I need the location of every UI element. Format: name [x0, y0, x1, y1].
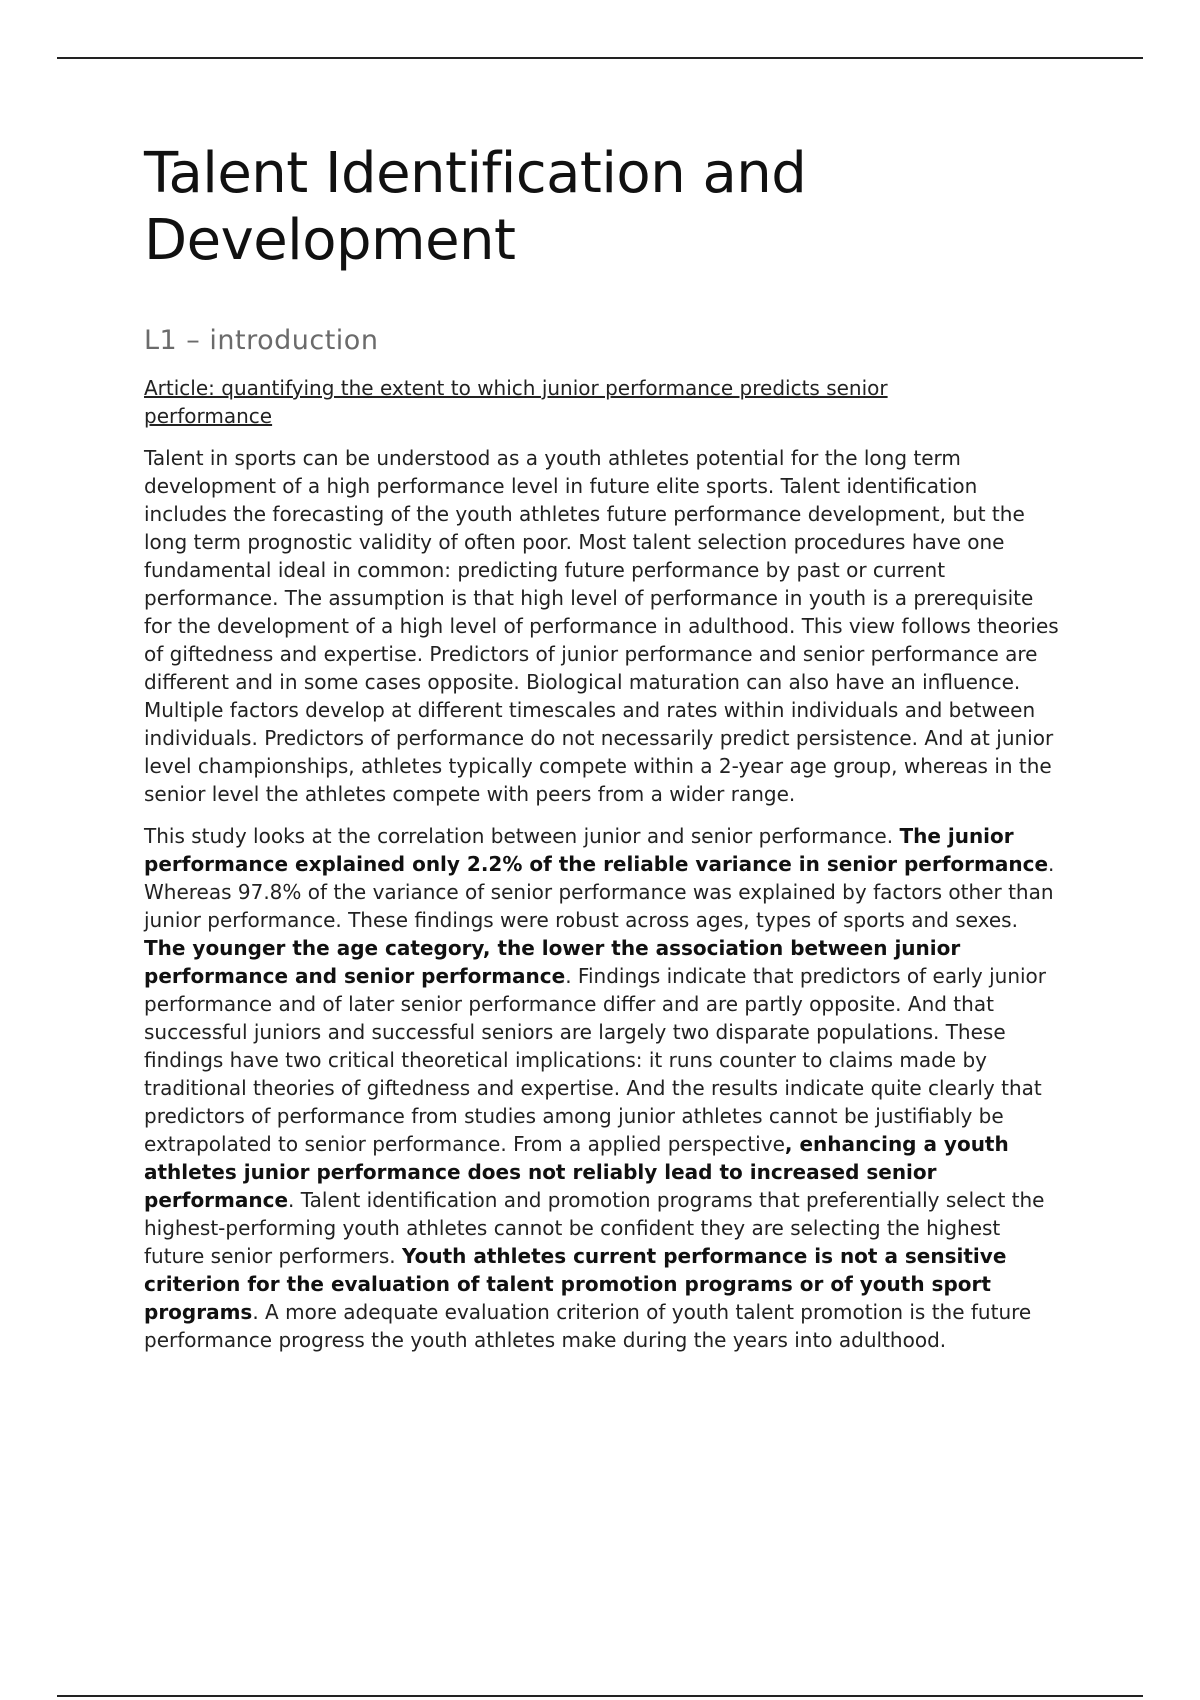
article-heading: Article: quantifying the extent to which junior performance predicts senior performance [144, 376, 888, 428]
paragraph-2-bold-4: Youth athletes current performance is not a sensitive criterion for the evaluation of talent promotion programs or of youth sport programs [144, 1244, 1007, 1324]
header-rule [57, 57, 1143, 59]
paragraph-2-text: This study looks at the correlation between junior and senior performance. [144, 824, 900, 848]
paragraph-2-bold-1: The junior performance explained only 2.2% of the reliable variance in senior performance [144, 824, 1049, 876]
footer-rule [57, 1695, 1143, 1697]
paragraph-2 [144, 822, 1060, 1354]
document-title: Talent Identification and Development [144, 141, 807, 273]
paragraph-2-text: . Whereas 97.8% of the variance of senior performance was explained by factors other than junior performance. These findings were robust across ages, types of sports and sexes. [144, 852, 1055, 932]
paragraph-2-text: . Talent identification and promotion programs that preferentially select the highest-performing youth athletes cannot be confident they are selecting the highest future senior performers. [144, 1188, 1045, 1268]
paragraph-2-bold-3: , enhancing a youth athletes junior performance does not reliably lead to increased senior performance [144, 1132, 1009, 1212]
paragraph-2-text: . Findings indicate that predictors of early junior performance and of later senior performance differ and are partly opposite. And that successful juniors and successful seniors are largely two disparate populations. These findings have two critical theoretical implications: it runs counter to claims made by traditional theories of giftedness and expertise. And the results indicate quite clearly that predictors of performance from studies among junior athletes cannot be justifiably be extrapolated to senior performance. From a applied perspective [144, 964, 1047, 1156]
paragraph-2-bold-2: The younger the age category, the lower the association between junior performance and senior performance [144, 936, 961, 988]
document-body [144, 140, 1064, 1354]
section-heading: L1 – introduction [144, 325, 379, 356]
paragraph-1: Talent in sports can be understood as a youth athletes potential for the long term development of a high performance level in future elite sports. Talent identification includes the forecasting of the youth athletes future performance development, but the long term prognostic validity of often poor. Most talent selection procedures have one fundamental ideal in common: predicting future performance by past or current performance. The assumption is that high level of performance in youth is a prerequisite for the development of a high level of performance in adulthood. This view follows theories of giftedness and expertise. Predictors of junior performance and senior performance are different and in some cases opposite. Biological maturation can also have an influence. Multiple factors develop at different timescales and rates within individuals and between individuals. Predictors of performance do not necessarily predict persistence. And at junior level championships, athletes typically compete within a 2-year age group, whereas in the senior level the athletes compete with peers from a wider range. [144, 446, 1059, 806]
paragraph-2-text: . A more adequate evaluation criterion of youth talent promotion is the future performance progress the youth athletes make during the years into adulthood. [144, 1300, 1032, 1352]
